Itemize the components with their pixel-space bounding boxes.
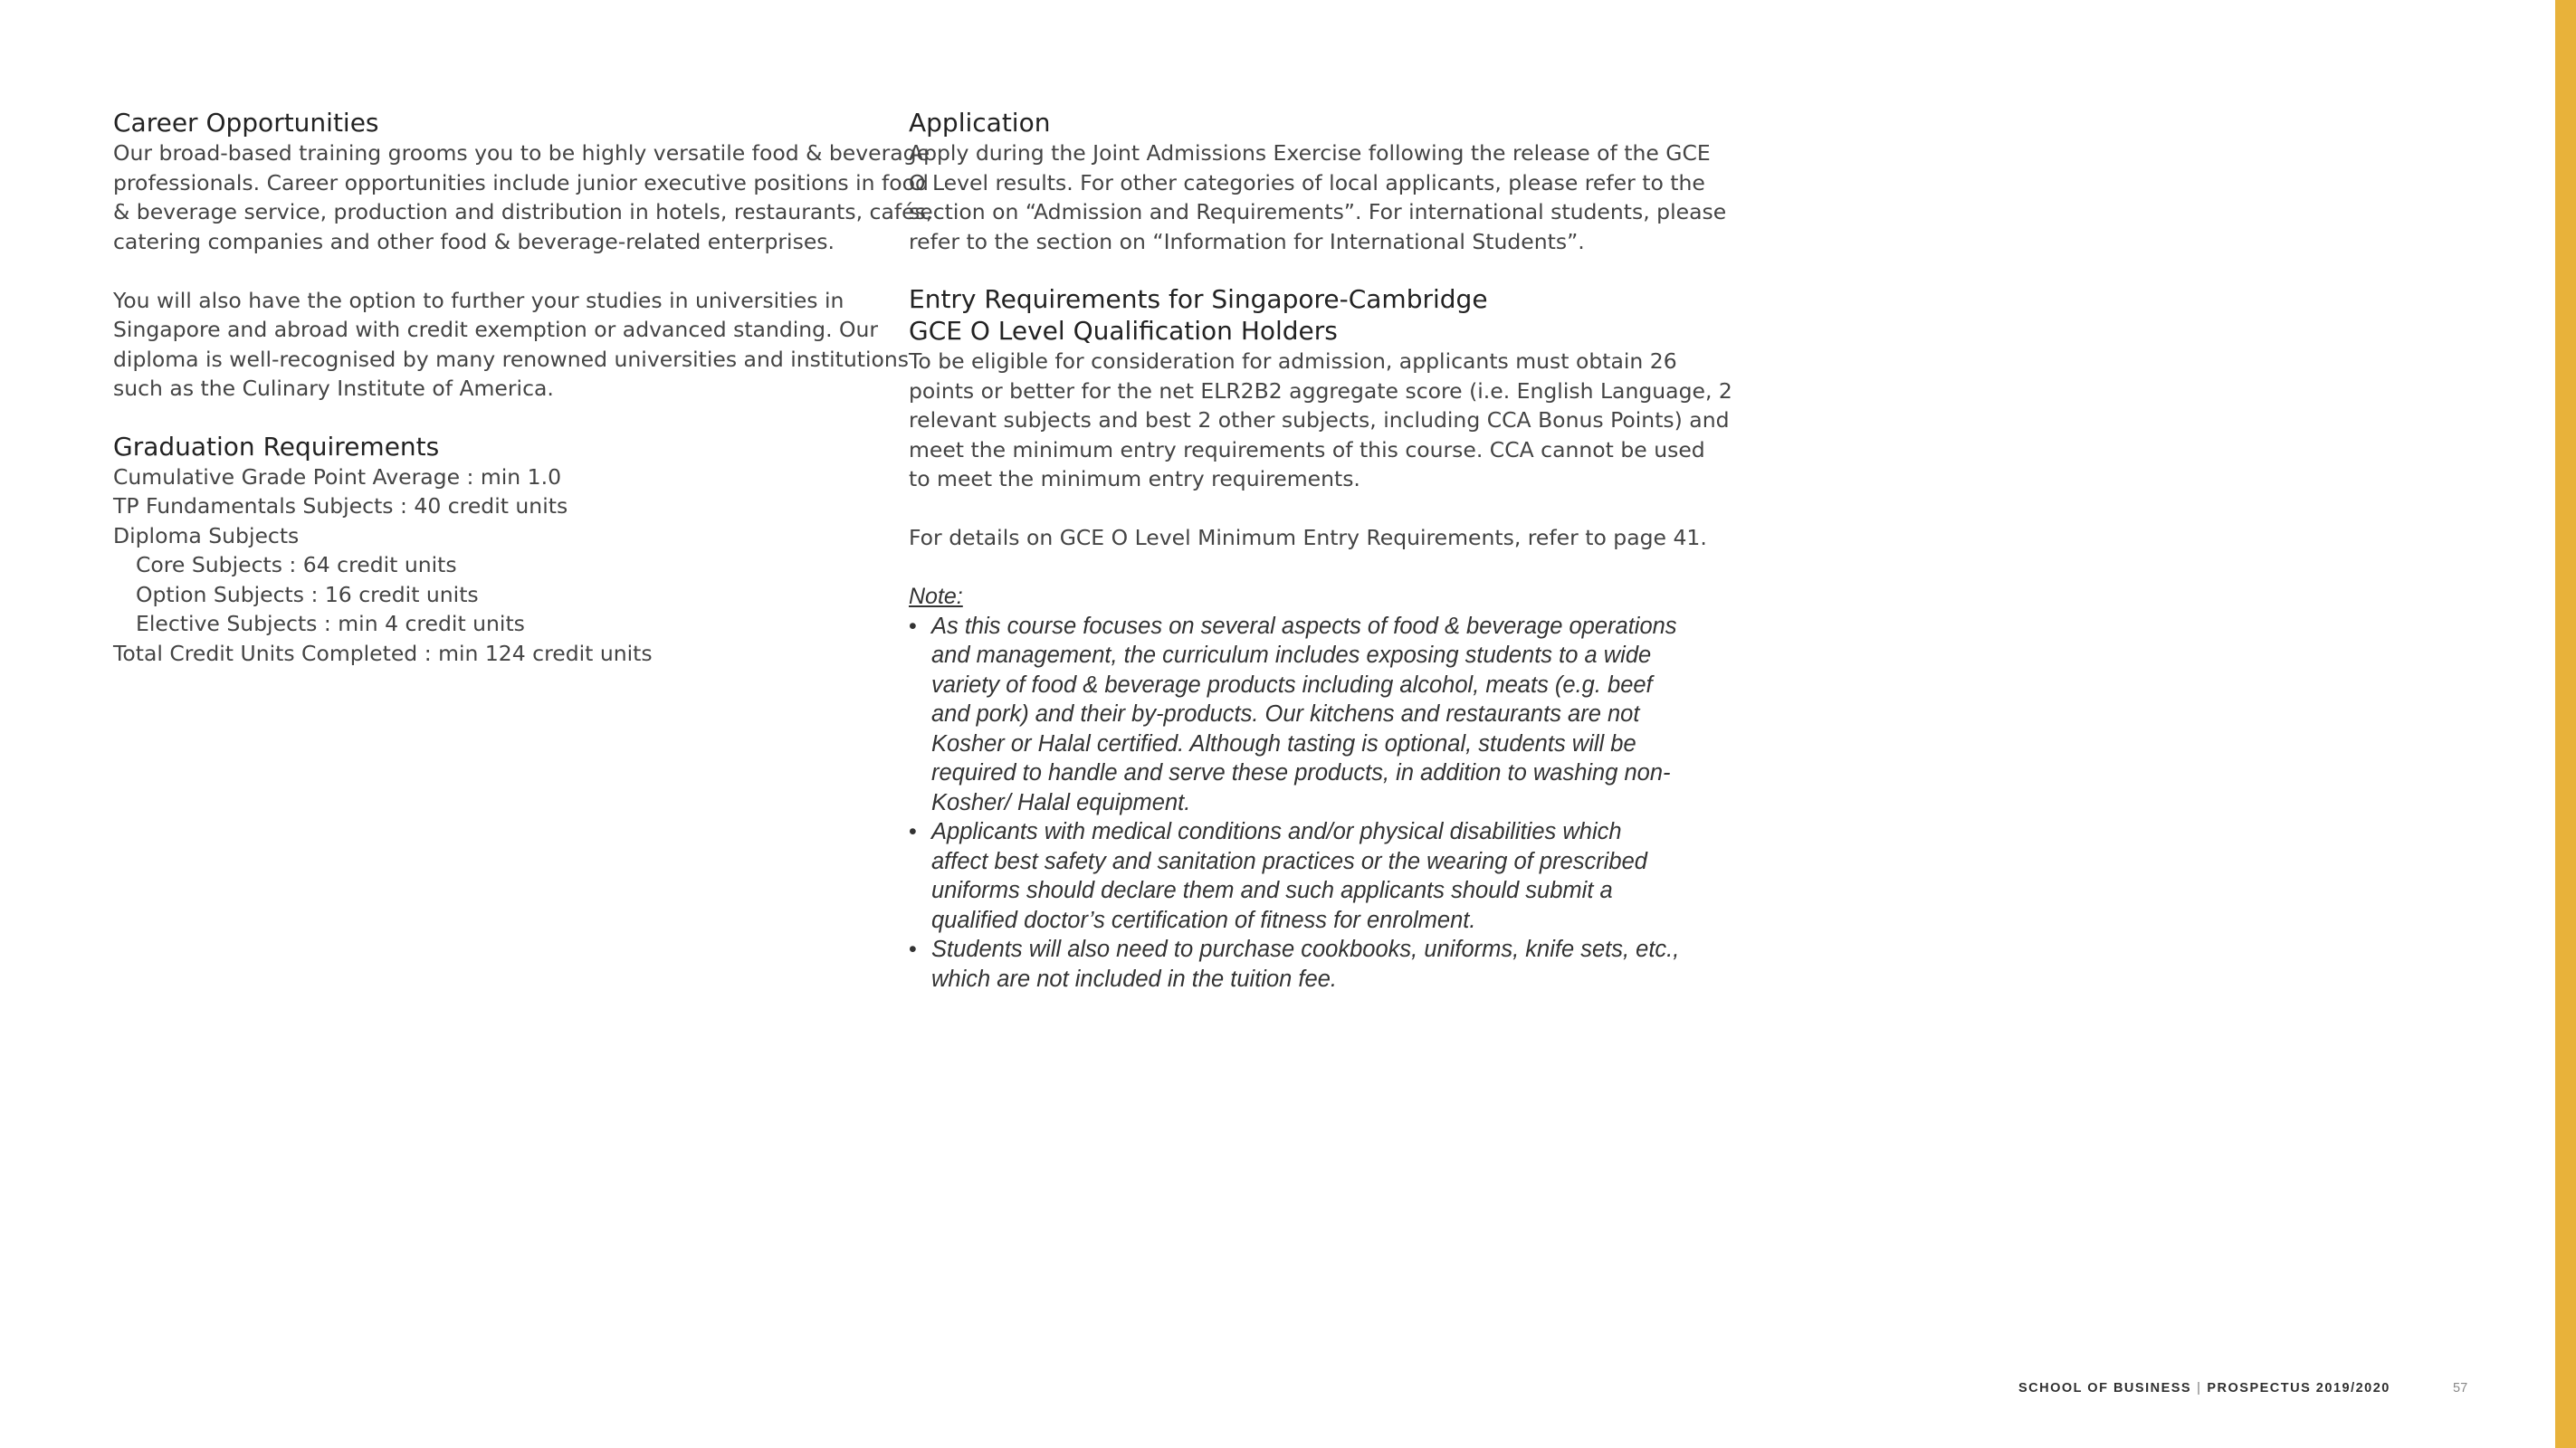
requirement-line: Option Subjects : 16 credit units xyxy=(136,581,479,607)
entry-details-paragraph xyxy=(909,523,1707,553)
note-item xyxy=(909,612,1678,818)
career-opportunities-heading: Career Opportunities xyxy=(113,108,379,138)
text-line: For details on GCE O Level Minimum Entry Requirements, refer to page 41. xyxy=(909,525,1707,550)
text-line: such as the Culinary Institute of America. xyxy=(113,376,554,401)
note-line: which are not included in the tuition fee. xyxy=(931,966,1337,992)
text-line: section on “Admission and Requirements”. For international students, please xyxy=(909,199,1727,224)
graduation-requirements-list xyxy=(113,462,883,669)
footer-separator: | xyxy=(2197,1381,2202,1396)
entry-requirements-section xyxy=(909,283,1732,553)
requirement-line: Diploma Subjects xyxy=(113,522,300,548)
note-line: Kosher or Halal certified. Although tasting is optional, students will be xyxy=(931,730,1636,757)
note-line: variety of food & beverage products including alcohol, meats (e.g. beef xyxy=(931,672,1653,698)
entry-requirements-paragraph xyxy=(909,347,1732,494)
note-item xyxy=(909,935,1678,994)
note-line: required to handle and serve these products, in addition to washing non- xyxy=(931,760,1671,786)
footer-school: SCHOOL OF BUSINESS xyxy=(2018,1381,2192,1396)
note-line: Kosher/ Halal equipment. xyxy=(931,789,1191,815)
accent-bar xyxy=(2555,0,2576,1448)
note-line: and management, the curriculum includes exposing students to a wide xyxy=(931,643,1652,668)
text-line: refer to the section on “Information for International Students”. xyxy=(909,228,1585,254)
note-line: As this course focuses on several aspects of food & beverage operations xyxy=(931,613,1677,639)
requirement-line: Total Credit Units Completed : min 124 credit units xyxy=(113,640,653,666)
bullet-icon: • xyxy=(909,819,917,844)
footer xyxy=(2018,1381,2390,1396)
text-line: professionals. Career opportunities include junior executive positions in food xyxy=(113,169,929,195)
note-item xyxy=(909,817,1678,935)
requirement-line: Core Subjects : 64 credit units xyxy=(136,552,457,577)
heading-line: GCE O Level Qualification Holders xyxy=(909,316,1338,346)
graduation-requirements-heading: Graduation Requirements xyxy=(113,431,440,462)
application-heading: Application xyxy=(909,108,1051,138)
text-line: You will also have the option to further your studies in universities in xyxy=(113,287,844,313)
text-line: O Level results. For other categories of local applicants, please refer to the xyxy=(909,169,1705,195)
text-line: meet the minimum entry requirements of this course. CCA cannot be used xyxy=(909,436,1705,462)
note-list xyxy=(909,612,1678,995)
text-line: diploma is well-recognised by many renowned universities and institutions xyxy=(113,346,910,372)
note-line: affect best safety and sanitation practices or the wearing of prescribed xyxy=(931,848,1647,874)
text-line: relevant subjects and best 2 other subjects, including CCA Bonus Points) and xyxy=(909,407,1730,433)
text-line: to meet the minimum entry requirements. xyxy=(909,466,1360,491)
further-studies-paragraph xyxy=(113,286,910,404)
text-line: To be eligible for consideration for admission, applicants must obtain 26 xyxy=(909,348,1677,374)
note-label: Note: xyxy=(909,584,963,609)
note-line: qualified doctor’s certification of fitness for enrolment. xyxy=(931,907,1476,933)
text-line: Our broad-based training grooms you to be highly versatile food & beverage xyxy=(113,140,930,166)
text-line: Apply during the Joint Admissions Exercise following the release of the GCE xyxy=(909,140,1711,166)
page-number: 57 xyxy=(2453,1381,2468,1396)
heading-line: Entry Requirements for Singapore-Cambridge xyxy=(909,284,1488,314)
application-section xyxy=(909,107,1727,256)
text-line: Singapore and abroad with credit exemption or advanced standing. Our xyxy=(113,317,879,342)
left-column xyxy=(113,107,933,668)
career-opportunities-section xyxy=(113,107,933,404)
graduation-requirements-section xyxy=(113,431,883,669)
note-line: and pork) and their by-products. Our kitchens and restaurants are not xyxy=(931,701,1640,727)
text-line: points or better for the net ELR2B2 aggregate score (i.e. English Language, 2 xyxy=(909,377,1732,404)
requirement-line: Cumulative Grade Point Average : min 1.0 xyxy=(113,463,562,490)
bullet-icon: • xyxy=(909,937,917,962)
note-line: Students will also need to purchase cookbooks, uniforms, knife sets, etc., xyxy=(931,937,1680,962)
right-column xyxy=(909,107,1732,994)
text-line: & beverage service, production and distribution in hotels, restaurants, cafés, xyxy=(113,199,933,224)
career-opportunities-paragraph xyxy=(113,138,933,256)
note-line: Applicants with medical conditions and/or physical disabilities which xyxy=(931,819,1622,844)
application-paragraph xyxy=(909,138,1727,256)
text-line: catering companies and other food & beverage-related enterprises. xyxy=(113,228,835,254)
requirement-line: TP Fundamentals Subjects : 40 credit units xyxy=(113,493,568,519)
note-section xyxy=(909,582,1678,994)
requirement-line: Elective Subjects : min 4 credit units xyxy=(136,611,525,636)
bullet-icon: • xyxy=(909,613,917,639)
footer-prospectus: PROSPECTUS 2019/2020 xyxy=(2207,1381,2390,1396)
entry-requirements-heading xyxy=(909,283,1678,347)
note-line: uniforms should declare them and such applicants should submit a xyxy=(931,878,1613,903)
